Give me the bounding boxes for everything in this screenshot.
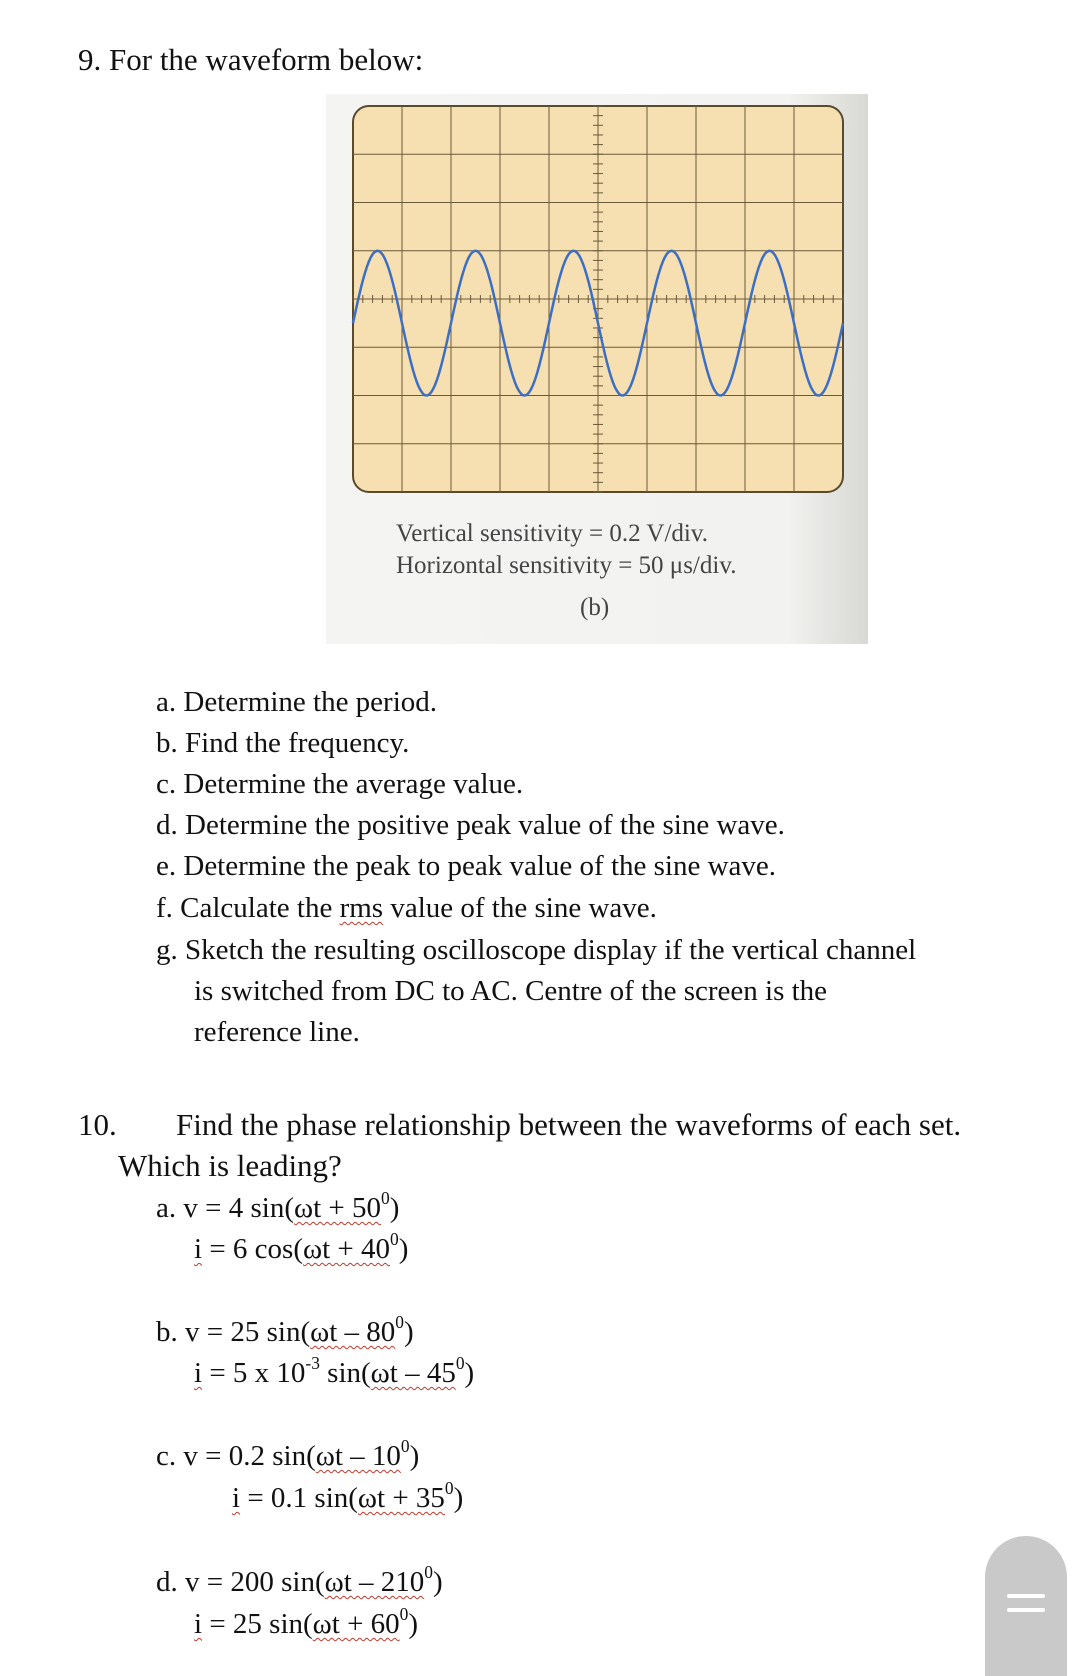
q9-item-c: c. Determine the average value. <box>156 768 524 800</box>
set-c-i-deg: 0 <box>444 1478 454 1499</box>
question-10-title: Find the phase relationship between the waveforms of each set. <box>176 1107 962 1142</box>
set-c-v-prefix: c. v = 0.2 sin( <box>156 1440 316 1472</box>
set-a-i-eq: = 6 cos( <box>202 1233 303 1265</box>
set-d-voltage <box>156 1562 443 1599</box>
set-d-i-symbol: i <box>194 1608 203 1640</box>
set-c-voltage <box>156 1436 420 1473</box>
set-d-v-prefix: d. v = 200 sin( <box>156 1566 325 1598</box>
set-b-i-deg: 0 <box>455 1353 465 1374</box>
set-a-current <box>194 1229 409 1266</box>
rms-word: rms <box>339 892 384 924</box>
q9-item-d: d. Determine the positive peak value of the sine wave. <box>156 809 785 841</box>
vertical-sensitivity-caption: Vertical sensitivity = 0.2 V/div. <box>396 520 708 547</box>
set-b-i-arg: ωt – 45 <box>370 1357 456 1389</box>
set-d-current <box>194 1604 419 1641</box>
set-b-v-deg: 0 <box>395 1312 404 1333</box>
q9-item-g-line3: reference line. <box>194 1016 360 1048</box>
q9-item-f <box>156 892 657 925</box>
set-a-i-symbol: i <box>194 1233 203 1265</box>
set-c-i-end: ) <box>453 1482 464 1514</box>
set-b-voltage <box>156 1312 414 1349</box>
scroll-handle[interactable] <box>985 1536 1067 1676</box>
set-b-current <box>194 1353 475 1390</box>
handle-line-icon <box>1007 1594 1045 1598</box>
set-c-current <box>232 1478 464 1515</box>
handle-line-icon <box>1007 1608 1045 1612</box>
set-b-v-prefix: b. v = 25 sin( <box>156 1316 311 1348</box>
set-a-voltage <box>156 1188 400 1225</box>
set-b-i-eq: = 5 x 10 <box>202 1357 306 1389</box>
set-c-i-arg: ωt + 35 <box>357 1482 445 1514</box>
q9-item-e: e. Determine the peak to peak value of the sine wave. <box>156 850 777 882</box>
set-d-v-end: ) <box>432 1566 443 1598</box>
set-c-v-deg: 0 <box>400 1436 410 1457</box>
q9-item-f-lead: f. Calculate the <box>156 892 340 924</box>
oscilloscope-figure <box>326 94 868 644</box>
set-b-i-mid: sin( <box>319 1357 371 1389</box>
question-9-title: 9. For the waveform below: <box>78 42 424 77</box>
horizontal-sensitivity-caption: Horizontal sensitivity = 50 μs/div. <box>396 552 737 579</box>
question-10-number: 10. <box>78 1107 117 1142</box>
set-a-i-deg: 0 <box>389 1229 399 1250</box>
set-a-i-end: ) <box>398 1233 409 1265</box>
set-b-i-exp: -3 <box>305 1353 320 1374</box>
set-d-i-end: ) <box>408 1608 419 1640</box>
set-d-i-arg: ωt + 60 <box>312 1608 400 1640</box>
set-b-i-symbol: i <box>194 1357 203 1389</box>
set-a-v-prefix: a. v = 4 sin( <box>156 1192 294 1224</box>
figure-label: (b) <box>580 594 610 621</box>
question-10-subtitle: Which is leading? <box>118 1148 342 1183</box>
q9-item-f-tail: value of the sine wave. <box>383 892 657 924</box>
set-a-i-arg: ωt + 40 <box>302 1233 390 1265</box>
q9-item-b: b. Find the frequency. <box>156 727 410 759</box>
set-d-v-deg: 0 <box>424 1562 433 1583</box>
set-c-i-symbol: i <box>232 1482 241 1514</box>
set-a-v-end: ) <box>389 1192 400 1224</box>
q9-item-g: g. Sketch the resulting oscilloscope display if the vertical channel <box>156 934 917 966</box>
set-d-i-eq: = 25 sin( <box>202 1608 313 1640</box>
set-b-v-end: ) <box>403 1316 414 1348</box>
set-c-v-end: ) <box>409 1440 420 1472</box>
set-a-v-arg: ωt + 50 <box>293 1192 381 1224</box>
set-c-v-arg: ωt – 10 <box>315 1440 401 1472</box>
set-b-i-end: ) <box>464 1357 475 1389</box>
q9-item-g-line2: is switched from DC to AC. Centre of the screen is the <box>194 975 828 1007</box>
set-c-i-eq: = 0.1 sin( <box>240 1482 358 1514</box>
set-b-v-arg: ωt – 80 <box>310 1316 396 1348</box>
set-a-v-deg: 0 <box>380 1188 390 1209</box>
q9-item-a: a. Determine the period. <box>156 686 438 718</box>
set-d-v-arg: ωt – 210 <box>324 1566 425 1598</box>
set-d-i-deg: 0 <box>399 1604 409 1625</box>
